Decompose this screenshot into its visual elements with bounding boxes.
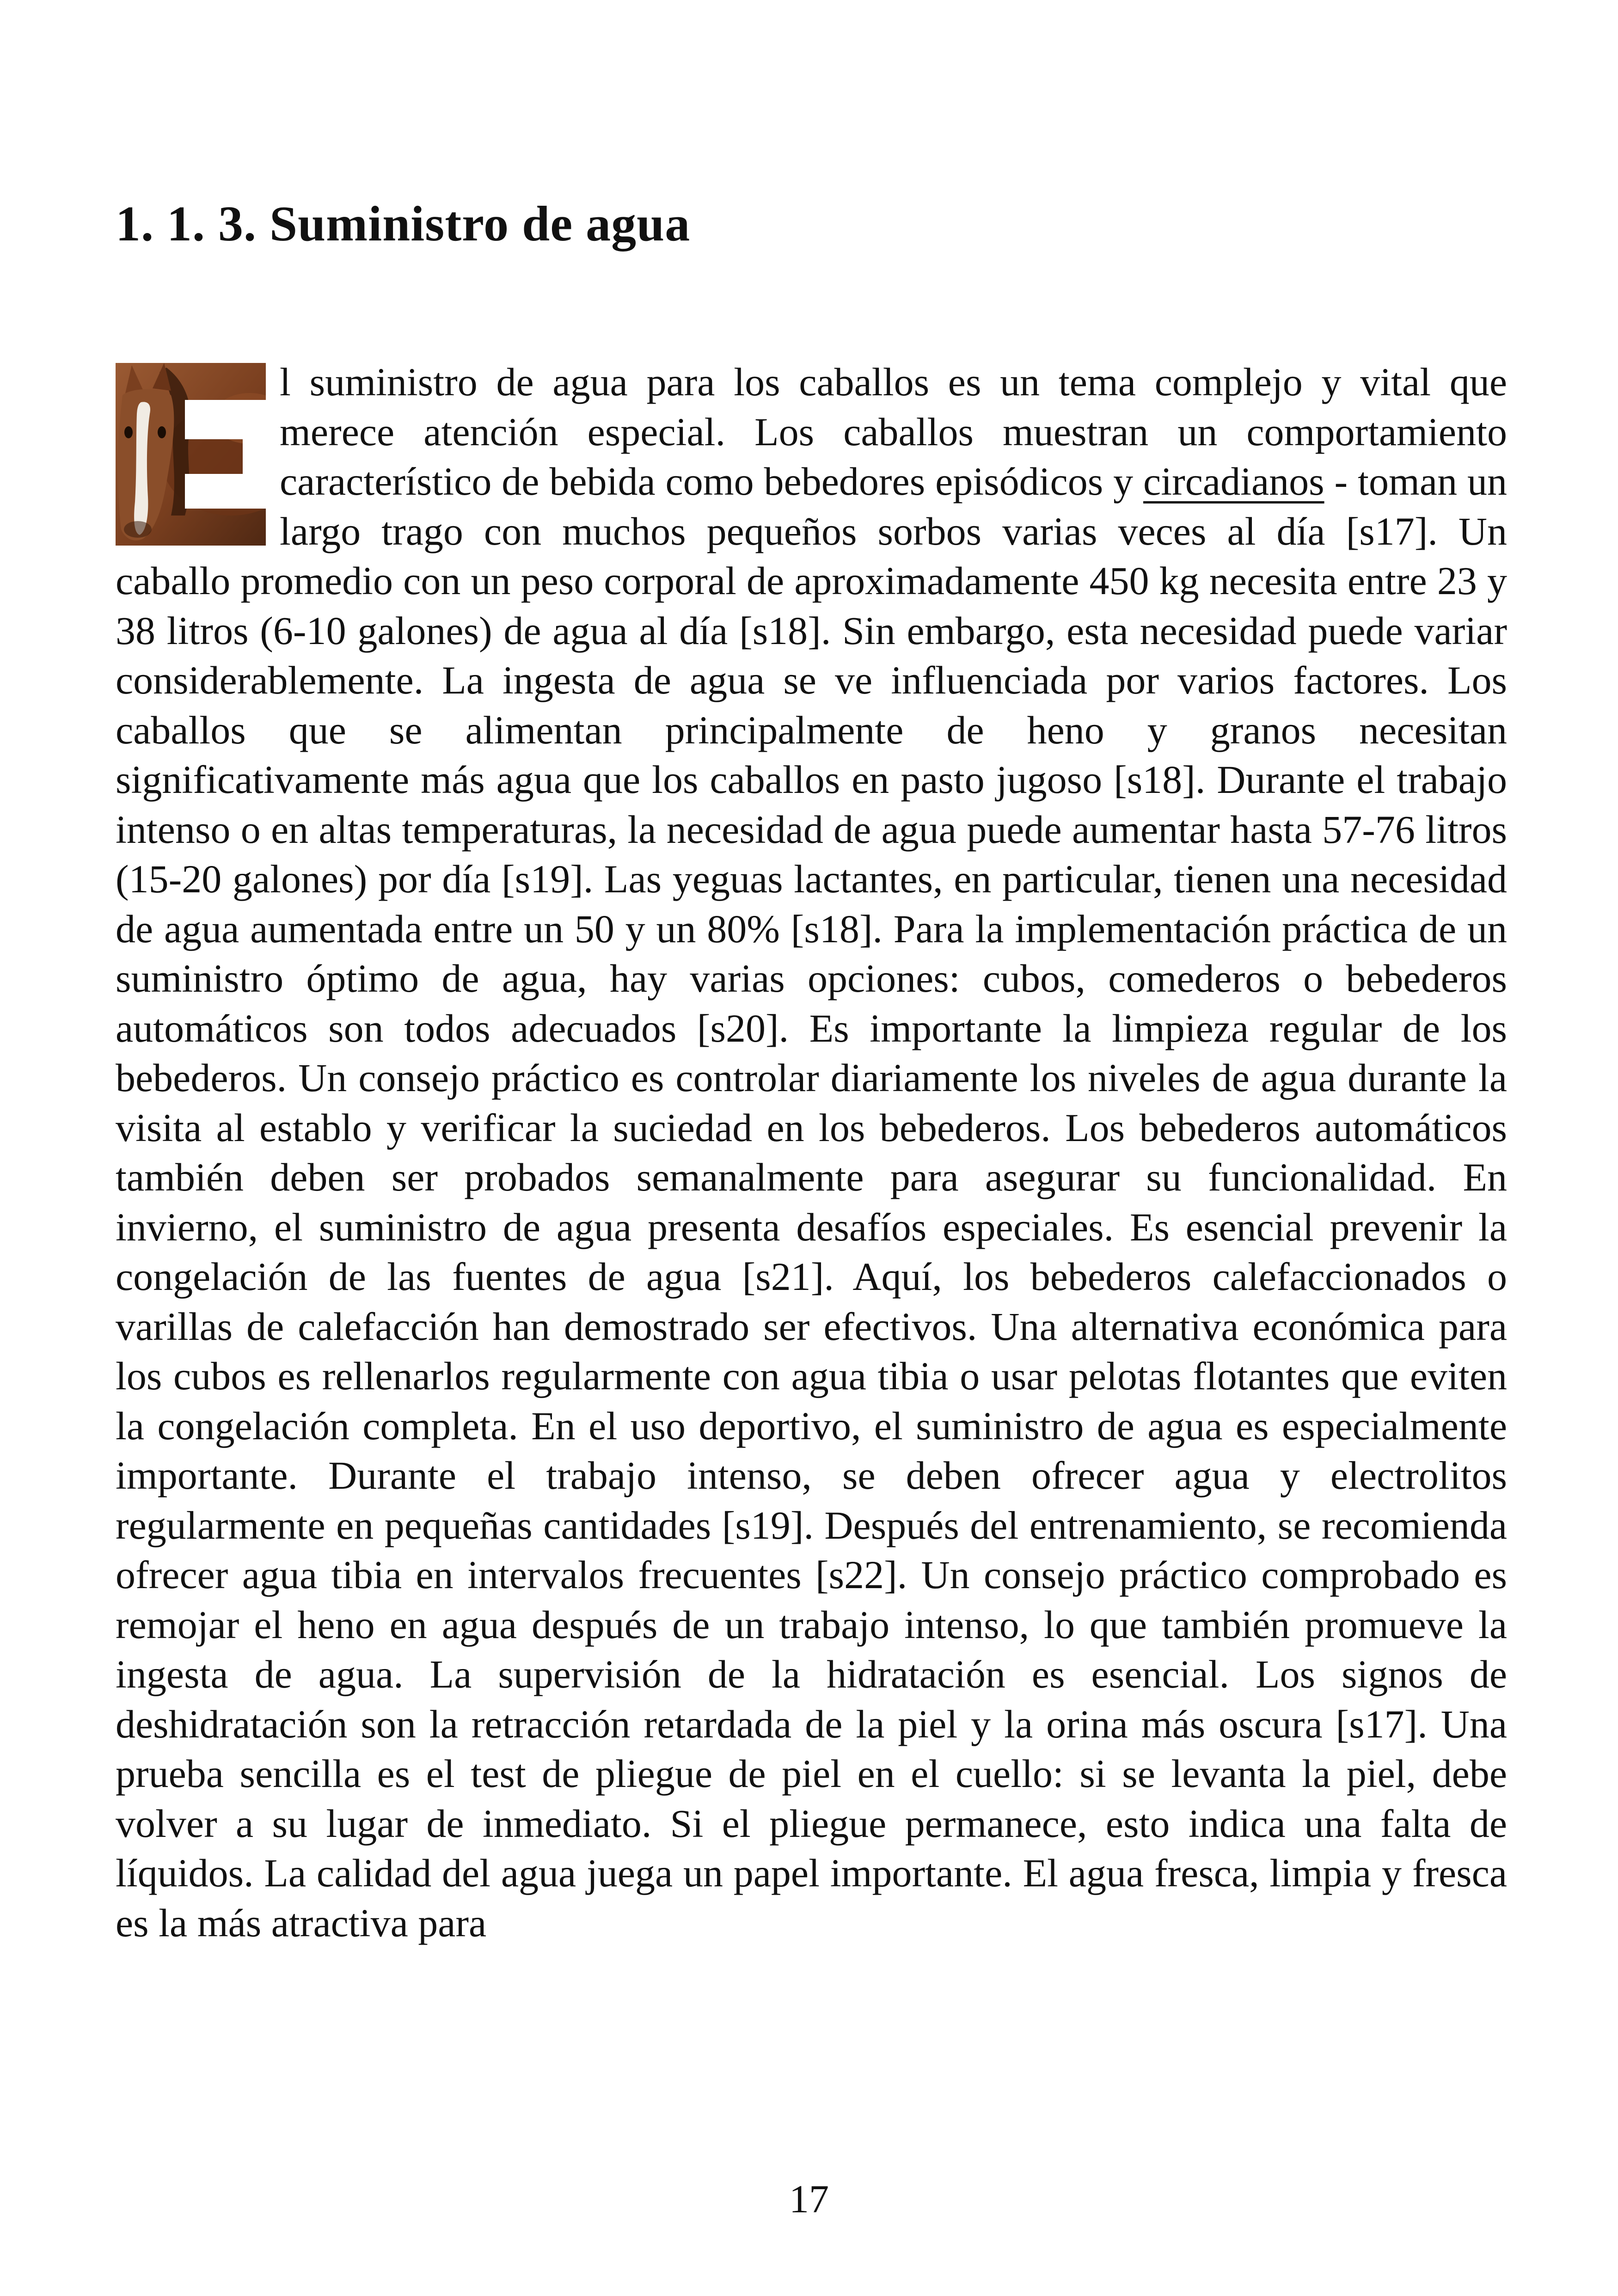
horse-head-icon [116, 363, 266, 546]
body-text-rest: - toman un largo trago con muchos pequeños sorbos varias veces al día [s17]. Un caballo promedio con un peso corporal de aproximadamente 450 kg necesita entre 23 y 38 litros (6-10 galones) de agua al día [s18]. Sin embargo, esta necesidad puede variar considerablemente. La ingesta de agua se ve influenciada por varios factores. Los caballos que se alimentan principalmente de heno y granos necesitan significativamente más agua que los caballos en pasto jugoso [s18]. Durante el trabajo intenso o en altas temperaturas, la necesidad de agua puede aumentar hasta 57-76 litros (15-20 galones) por día [s19]. Las yeguas lactantes, en particular, tienen una necesidad de agua aumentada entre un 50 y un 80% [s18]. Para la implementación práctica de un suministro óptimo de agua, hay varias opciones: cubos, comederos o bebederos automáticos son todos adecuados [s20]. Es importante la limpieza regular de los bebederos. Un consejo práctico es controlar diariamente los niveles de agua durante la visita al establo y verificar la suciedad en los bebederos. Los bebederos automáticos también deben ser probados semanalmente para asegurar su funcionalidad. En invierno, el suministro de agua presenta desafíos especiales. Es esencial prevenir la congelación de las fuentes de agua [s21]. Aquí, los bebederos calefaccionados o varillas de calefacción han demostrado ser efectivos. Una alternativa económica para los cubos es rellenarlos regularmente con agua tibia o usar pelotas flotantes que eviten la congelación completa. En el uso deportivo, el suministro de agua es especialmente importante. Durante el trabajo intenso, se deben ofrecer agua y electrolitos regularmente en pequeñas cantidades [s19]. Después del entrenamiento, se recomienda ofrecer agua tibia en intervalos frecuentes [s22]. Un consejo práctico comprobado es remojar el heno en agua después de un trabajo intenso, lo que también promueve la ingesta de agua. La supervisión de la hidratación es esencial. Los signos de deshidratación son la retracción retardada de la piel y la orina más oscura [s17]. Una prueba sencilla es el test de pliegue de piel en el cuello: si se levanta la piel, debe volver a su lugar de inmediato. Si el pliegue permanece, esto indica una falta de líquidos. La calidad del agua juega un papel importante. El agua fresca, limpia y fresca es la más atractiva para [116, 459, 1507, 1945]
dropcap-letter-e [116, 363, 266, 546]
body-text-start: l suministro de agua para los caballos es un tema complejo y vital que merece atención especial. Los caballos muestran un comportamiento característico de bebida como bebedores episódicos y [280, 360, 1507, 503]
section-heading: 1. 1. 3. Suministro de agua [116, 196, 691, 252]
term-link-circadianos[interactable]: circadianos [1143, 459, 1324, 503]
page-number: 17 [789, 2177, 829, 2221]
body-paragraph [116, 357, 1507, 1948]
